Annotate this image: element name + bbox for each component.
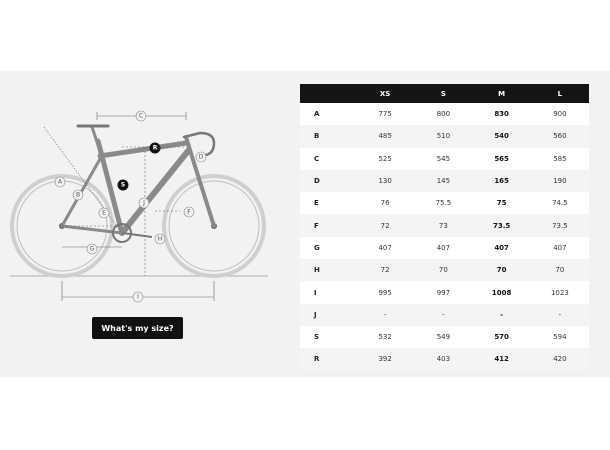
- cell: 73.5: [531, 214, 589, 236]
- row-key: I: [300, 281, 356, 303]
- cell: 407: [356, 237, 414, 259]
- cell: -: [473, 304, 531, 326]
- label-C: [136, 111, 146, 121]
- cell: 549: [414, 326, 472, 348]
- table-header-l: L: [531, 84, 589, 103]
- row-key: H: [300, 259, 356, 281]
- cell: 73.5: [473, 214, 531, 236]
- svg-text:H: H: [157, 235, 163, 243]
- row-key: S: [300, 326, 356, 348]
- cell: 75: [473, 192, 531, 214]
- cell: -: [414, 304, 472, 326]
- cell: 75.5: [414, 192, 472, 214]
- svg-text:G: G: [89, 245, 95, 253]
- label-J: [139, 198, 149, 208]
- cell: 565: [473, 148, 531, 170]
- cell: 130: [356, 170, 414, 192]
- cell: 420: [531, 348, 589, 370]
- svg-text:S: S: [120, 181, 126, 189]
- row-key: G: [300, 237, 356, 259]
- cell: -: [356, 304, 414, 326]
- cell: 1023: [531, 281, 589, 303]
- svg-text:D: D: [198, 153, 204, 161]
- cell: 70: [414, 259, 472, 281]
- label-D: [196, 152, 206, 162]
- svg-text:F: F: [187, 208, 191, 216]
- table-row: [300, 125, 589, 147]
- cell: 407: [473, 237, 531, 259]
- cell: 510: [414, 125, 472, 147]
- cell: 70: [473, 259, 531, 281]
- cell: 190: [531, 170, 589, 192]
- cell: 585: [531, 148, 589, 170]
- label-S: [118, 180, 129, 191]
- svg-text:I: I: [137, 293, 139, 301]
- table-header-row: [300, 84, 589, 103]
- cell: 775: [356, 103, 414, 125]
- cell: 74.5: [531, 192, 589, 214]
- cell: 545: [414, 148, 472, 170]
- svg-text:E: E: [102, 209, 106, 217]
- label-H: [155, 234, 165, 244]
- svg-text:J: J: [143, 199, 145, 207]
- cell: 485: [356, 125, 414, 147]
- cell: 73: [414, 214, 472, 236]
- cell: 830: [473, 103, 531, 125]
- cell: 560: [531, 125, 589, 147]
- svg-text:B: B: [75, 191, 81, 199]
- cell: 525: [356, 148, 414, 170]
- cell: 540: [473, 125, 531, 147]
- cell: 165: [473, 170, 531, 192]
- cell: 407: [531, 237, 589, 259]
- table-row: [300, 148, 589, 170]
- table-header-s: S: [414, 84, 472, 103]
- table-row: [300, 170, 589, 192]
- row-key: C: [300, 148, 356, 170]
- cell: 995: [356, 281, 414, 303]
- table-row: [300, 304, 589, 326]
- label-R: [150, 143, 161, 154]
- cell: 532: [356, 326, 414, 348]
- cell: 997: [414, 281, 472, 303]
- table-row: [300, 103, 589, 125]
- table-row: [300, 326, 589, 348]
- svg-text:A: A: [57, 178, 63, 186]
- table-row: [300, 259, 589, 281]
- cell: 800: [414, 103, 472, 125]
- table-row: [300, 348, 589, 370]
- cell: 70: [531, 259, 589, 281]
- table-row: [300, 281, 589, 303]
- row-key: D: [300, 170, 356, 192]
- row-key: A: [300, 103, 356, 125]
- geometry-table: [300, 84, 589, 371]
- label-I: [133, 292, 143, 302]
- row-key: R: [300, 348, 356, 370]
- cell: 145: [414, 170, 472, 192]
- table-row: [300, 192, 589, 214]
- label-G: [87, 244, 97, 254]
- cell: 76: [356, 192, 414, 214]
- cell: 72: [356, 259, 414, 281]
- cell: 900: [531, 103, 589, 125]
- row-key: F: [300, 214, 356, 236]
- cell: 594: [531, 326, 589, 348]
- cell: 403: [414, 348, 472, 370]
- row-key: J: [300, 304, 356, 326]
- label-F: [184, 207, 194, 217]
- table-header-xs: XS: [356, 84, 414, 103]
- label-E: [99, 208, 109, 218]
- label-B: [73, 190, 83, 200]
- svg-text:R: R: [152, 144, 158, 152]
- cell: -: [531, 304, 589, 326]
- cell: 407: [414, 237, 472, 259]
- cell: 1008: [473, 281, 531, 303]
- table-header-blank: [300, 84, 356, 103]
- table-row: [300, 214, 589, 236]
- cell: 72: [356, 214, 414, 236]
- cell: 392: [356, 348, 414, 370]
- svg-text:C: C: [138, 112, 144, 120]
- row-key: B: [300, 125, 356, 147]
- cell: 570: [473, 326, 531, 348]
- label-A: [55, 177, 65, 187]
- row-key: E: [300, 192, 356, 214]
- table-row: [300, 237, 589, 259]
- table-header-m: M: [473, 84, 531, 103]
- cell: 412: [473, 348, 531, 370]
- whats-my-size-button[interactable]: What's my size?: [92, 317, 183, 339]
